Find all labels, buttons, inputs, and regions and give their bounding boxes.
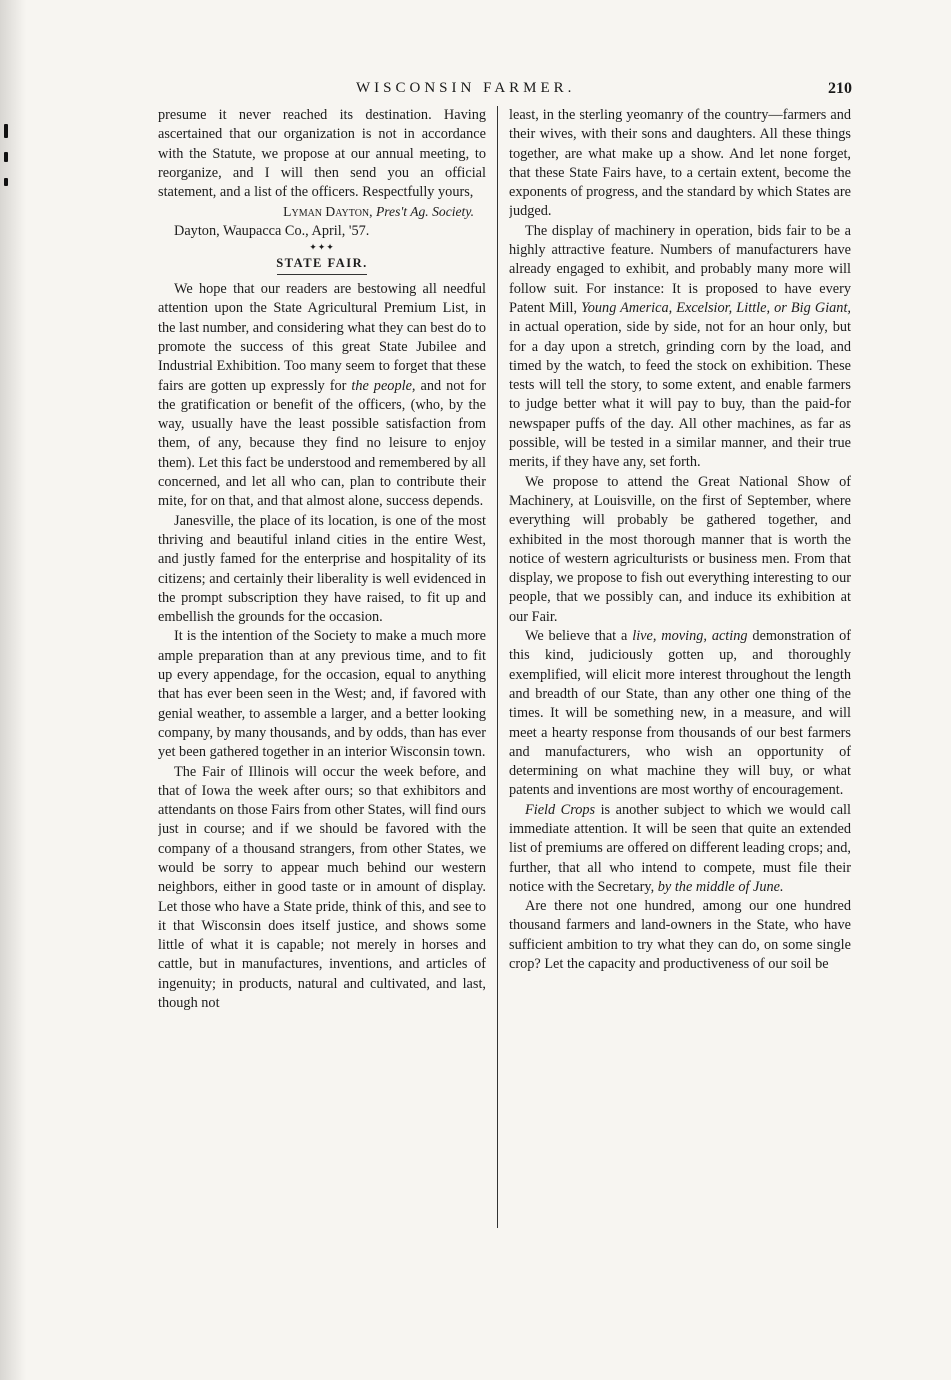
edge-mark bbox=[4, 178, 8, 186]
signature bbox=[158, 202, 486, 221]
continuation-paragraph: least, in the sterling yeomanry of the country—farmers and their wives, with their sons and daughters. All these things together, are what make up a show. And let none forget, that these State Fairs have, to a certain extent, become the exponents of progress, and the standard by which States are judged. bbox=[509, 107, 851, 220]
article-heading: STATE FAIR. bbox=[276, 256, 368, 271]
binding-edge bbox=[0, 0, 26, 1380]
article-paragraph: The Fair of Illinois will occur the week before, and that of Iowa the week after ours; so that exhibitors and attendants on those Fairs from other States, will find ours just in course; and if we should be favored with the company of a thousand strangers, from other States, we would be sorry to appear much behind our western neighbors, either in good taste or in amount of display. Let those who have a State pride, think of this, and see to it that Wisconsin does itself justice, and shows some little of what it is capable; not merely in horses and cattle, but in manufactures, inventions, and articles of ingenuity; in products, natural and cultivated, and last, though not bbox=[158, 763, 486, 1012]
page-number: 210 bbox=[828, 80, 852, 97]
ornament-divider: ✦✦✦ bbox=[309, 242, 335, 253]
column-rule bbox=[497, 106, 498, 1228]
journal-title: WISCONSIN FARMER. bbox=[356, 80, 576, 96]
article-paragraph: We believe that a live, moving, acting demonstration of this kind, judiciously gotten up, and thoroughly exemplified, will elicit more interest throughout the length and breadth of our State, than any other one thing of the times. It will be something new, in a measure, and will meet a hearty response from thousands of our best farmers and manufacturers, who wish an opportunity of determining on what machine they will buy, or what patents and inventions are most worthy of encouragement. bbox=[509, 628, 851, 799]
article-paragraph: The display of machinery in operation, bids fair to be a highly attractive feature. Numbers of manufacturers have already engaged to exhibit, and probably many more will follow suit. For instance: It is proposed to have every Patent Mill, Young America, Excelsior, Little, or Big Giant, in actual operation, side by side, not for an hour only, but for a day upon a stretch, grinding corn by the load, and timed by the watch, to feed the stock on exhibition. These tests will tell the story, to some extent, and enable farmers to judge better what it will pay to buy, than the paid-for newspaper puffs of the day. All other machines, as far as possible, will be tested in a similar manner, and their true merits, if they have any, set forth. bbox=[509, 222, 851, 471]
article-paragraph: Field Crops is another subject to which we would call immediate attention. It will be seen that quite an extended list of premiums are offered on different leading crops; and, further, that all who intend to compete, must file their notice with the Secretary, by the middle of June. bbox=[509, 801, 851, 895]
article-paragraph: Janesville, the place of its location, is one of the most thriving and beautiful inland cities in the entire West, and justly famed for the enterprise and hospitality of its citizens; and certainly their liberality is well evidenced in the prompt subscription they have raised, to fit up and embellish the grounds for the occasion. bbox=[158, 512, 486, 626]
running-head bbox=[160, 80, 860, 100]
heading-rule bbox=[277, 274, 367, 275]
left-column bbox=[158, 106, 486, 1231]
article-paragraph: We hope that our readers are bestowing all needful attention upon the State Agricultural Premium List, in the last number, and considering what they can best do to promote the success of this great State Jubilee and Industrial Exhibition. Too many seem to forget that these fairs are gotten up expressly for the people, and not for the gratification or benefit of the officers, (who, by the way, usually have the least possible satisfaction from them, of any, because they find no leisure to enjoy them). Let this fact be understood and remembered by all concerned, and let all who can, plan to contribute their mite, for on that, and that almost alone, success depends. bbox=[158, 281, 486, 510]
article-paragraph: It is the intention of the Society to make a much more ample preparation than at any previous time, and to fit up every appendage, for the occasion, equal to anything that has ever been seen in the West; and, if favored with genial weather, to assemble a larger, and a better looking company, by many thousands, and by odds, than has ever yet been gathered together in an interior Wisconsin town. bbox=[158, 628, 486, 761]
place-date: Dayton, Waupacca Co., April, '57. bbox=[174, 222, 370, 239]
signature-name: Lyman Dayton, bbox=[283, 204, 373, 220]
signature-title: Pres't Ag. Society. bbox=[375, 204, 474, 220]
edge-mark bbox=[4, 124, 8, 138]
edge-mark bbox=[4, 152, 8, 162]
article-paragraph: Are there not one hundred, among our one hundred thousand farmers and land-owners in the State, who have sufficient ambition to try what they can do, on some single crop? Let the capacity and productiveness of our soil be bbox=[509, 898, 851, 973]
article-paragraph: We propose to attend the Great National Show of Machinery, at Louisville, on the first of September, where everything will probably be gathered together, and exhibited in the most thorough manner that is worth the notice of western agriculturists or business men. From that display, we propose to fish out everything interesting to our people, that we possibly can, and induce its exhibition at our Fair. bbox=[509, 473, 851, 625]
continuation-paragraph: presume it never reached its destination. Having ascertained that our organization is not in accordance with the Statute, we propose at our annual meeting, to reorganize, and I will then send you an official statement, and a list of the officers. Respectfully yours, bbox=[158, 107, 486, 201]
right-column bbox=[509, 106, 851, 1231]
